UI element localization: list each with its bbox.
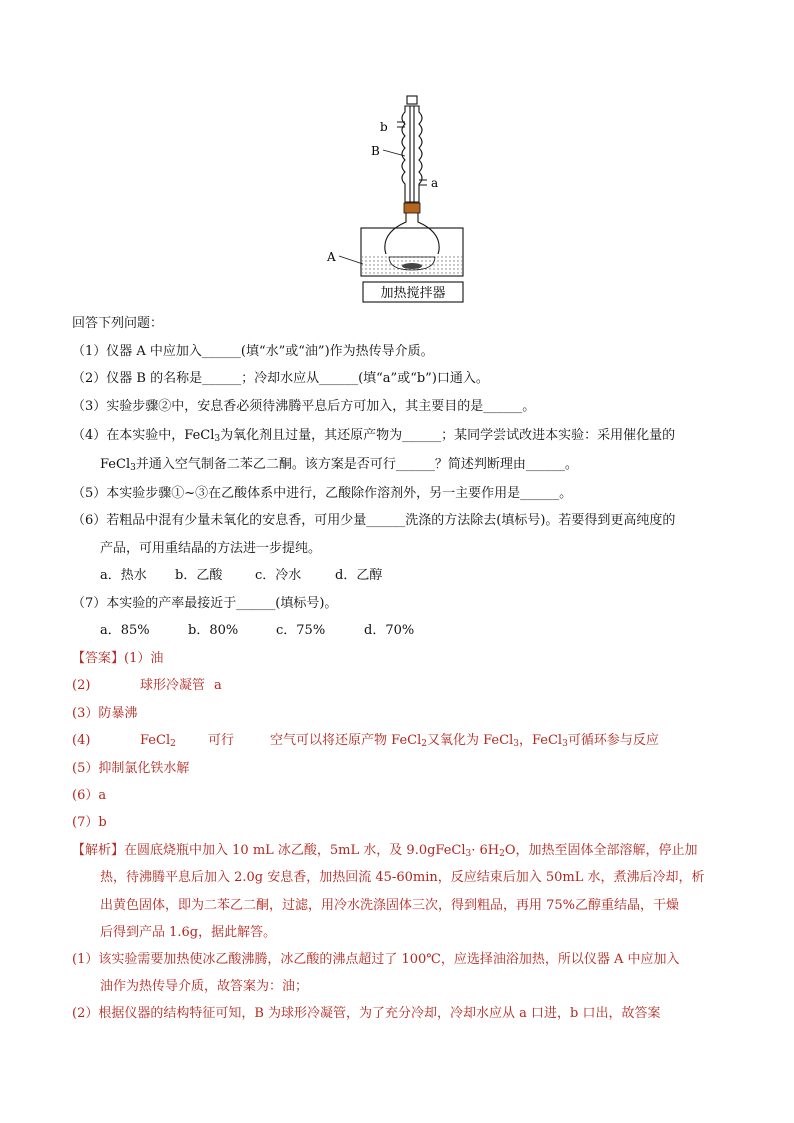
option-c: c．75%	[276, 623, 326, 638]
analysis-tag: 【解析】	[72, 843, 125, 858]
intro-text: 回答下列问题：	[72, 316, 164, 331]
answer-4: (4) FeCl$_2$ 可行 空气可以将还原产物 FeCl$_2$又氧化为 FeCl$_3$，FeCl$_3$可循环参与反应	[72, 733, 659, 749]
answer-1: 【答案】(1）油	[72, 651, 164, 666]
cork	[404, 203, 420, 213]
analysis-part-2-line-1: (2）根据仪器的结构特征可知，B 为球形冷凝管，为了充分冷却，冷却水应从 a 口进，b 口出，故答案	[72, 1006, 661, 1021]
question-6-line-2: 产品，可用重结晶的方法进一步提纯。	[100, 541, 322, 556]
question-7-options	[100, 621, 414, 641]
answer-5: (5）抑制氯化铁水解	[72, 761, 190, 776]
question-6-options	[100, 566, 382, 586]
option-d: d．乙醇	[335, 568, 383, 583]
analysis-line-3: 出黄色固体，即为二苯乙二酮，过滤，用冷水洗涤固体三次，得到粗品，再用 75%乙醇重结晶，干燥	[100, 898, 680, 913]
option-d: d．70%	[364, 623, 415, 638]
option-b: b．80%	[188, 623, 239, 638]
option-b: b．乙酸	[175, 568, 223, 583]
question-7: （7）本实验的产率最接近于______(填标号)。	[72, 596, 338, 611]
question-3: （3）实验步骤②中，安息香必须待沸腾平息后方可加入，其主要目的是______。	[72, 399, 536, 414]
condenser-top	[407, 96, 417, 104]
analysis-line-1: 【解析】在圆底烧瓶中加入 10 mL 冰乙酸，5mL 水，及 9.0gFeCl$_3$· $6H_2O$，加热至固体全部溶解，停止加	[72, 843, 698, 859]
answer-3: (3）防暴沸	[72, 706, 138, 721]
condenser-jacket	[402, 106, 422, 202]
answer-6: (6）a	[72, 788, 107, 803]
option-c: c．冷水	[255, 568, 302, 583]
question-2: （2）仪器 B 的名称是______；冷却水应从______(填“a”或“b”)口通入。	[72, 371, 489, 386]
solid	[402, 263, 422, 269]
apparatus-figure	[325, 92, 475, 304]
option-a: a．热水	[100, 568, 147, 583]
question-5: （5）本实验步骤①~③在乙酸体系中进行，乙酸除作溶剂外，另一主要作用是______。	[72, 486, 573, 501]
label-a: a	[431, 176, 439, 190]
analysis-line-2: 热，待沸腾平息后加入 2.0g 安息香，加热回流 45-60min，反应结束后加入 50mL 水，煮沸后冷却，析	[100, 870, 705, 885]
question-6-line-1: （6）若粗品中混有少量未氧化的安息香，可用少量______洗涤的方法除去(填标号)。若要得到更高纯度的	[72, 513, 676, 528]
label-b: b	[380, 120, 388, 134]
question-4-line-2: FeCl$_3$并通入空气制备二苯乙二酮。该方案是否可行______？简述判断理由______。	[100, 457, 578, 473]
option-a: a．85%	[100, 623, 150, 638]
answer-2: (2) 球形冷凝管 a	[72, 678, 222, 693]
label-B: B	[371, 144, 380, 158]
question-1: （1）仪器 A 中应加入______(填“水”或“油”)作为热传导介质。	[72, 344, 434, 359]
heater-label: 加热搅拌器	[380, 286, 446, 301]
answer-7: (7）b	[72, 815, 107, 830]
answer-tag: 【答案】	[72, 651, 125, 666]
label-A: A	[327, 250, 336, 264]
question-4-line-1: （4）在本实验中，FeCl$_3$为氧化剂且过量，其还原产物为______；某同学尝试改进本实验：采用催化量的	[72, 428, 676, 444]
analysis-part-1-line-2: 油作为热传导介质，故答案为：油；	[100, 979, 309, 994]
analysis-line-4: 后得到产品 1.6g，据此解答。	[100, 925, 277, 940]
analysis-part-1-line-1: (1）该实验需要加热使冰乙酸沸腾，冰乙酸的沸点超过了 100℃，应选择油浴加热，所以仪器 A 中应加入	[72, 952, 680, 967]
